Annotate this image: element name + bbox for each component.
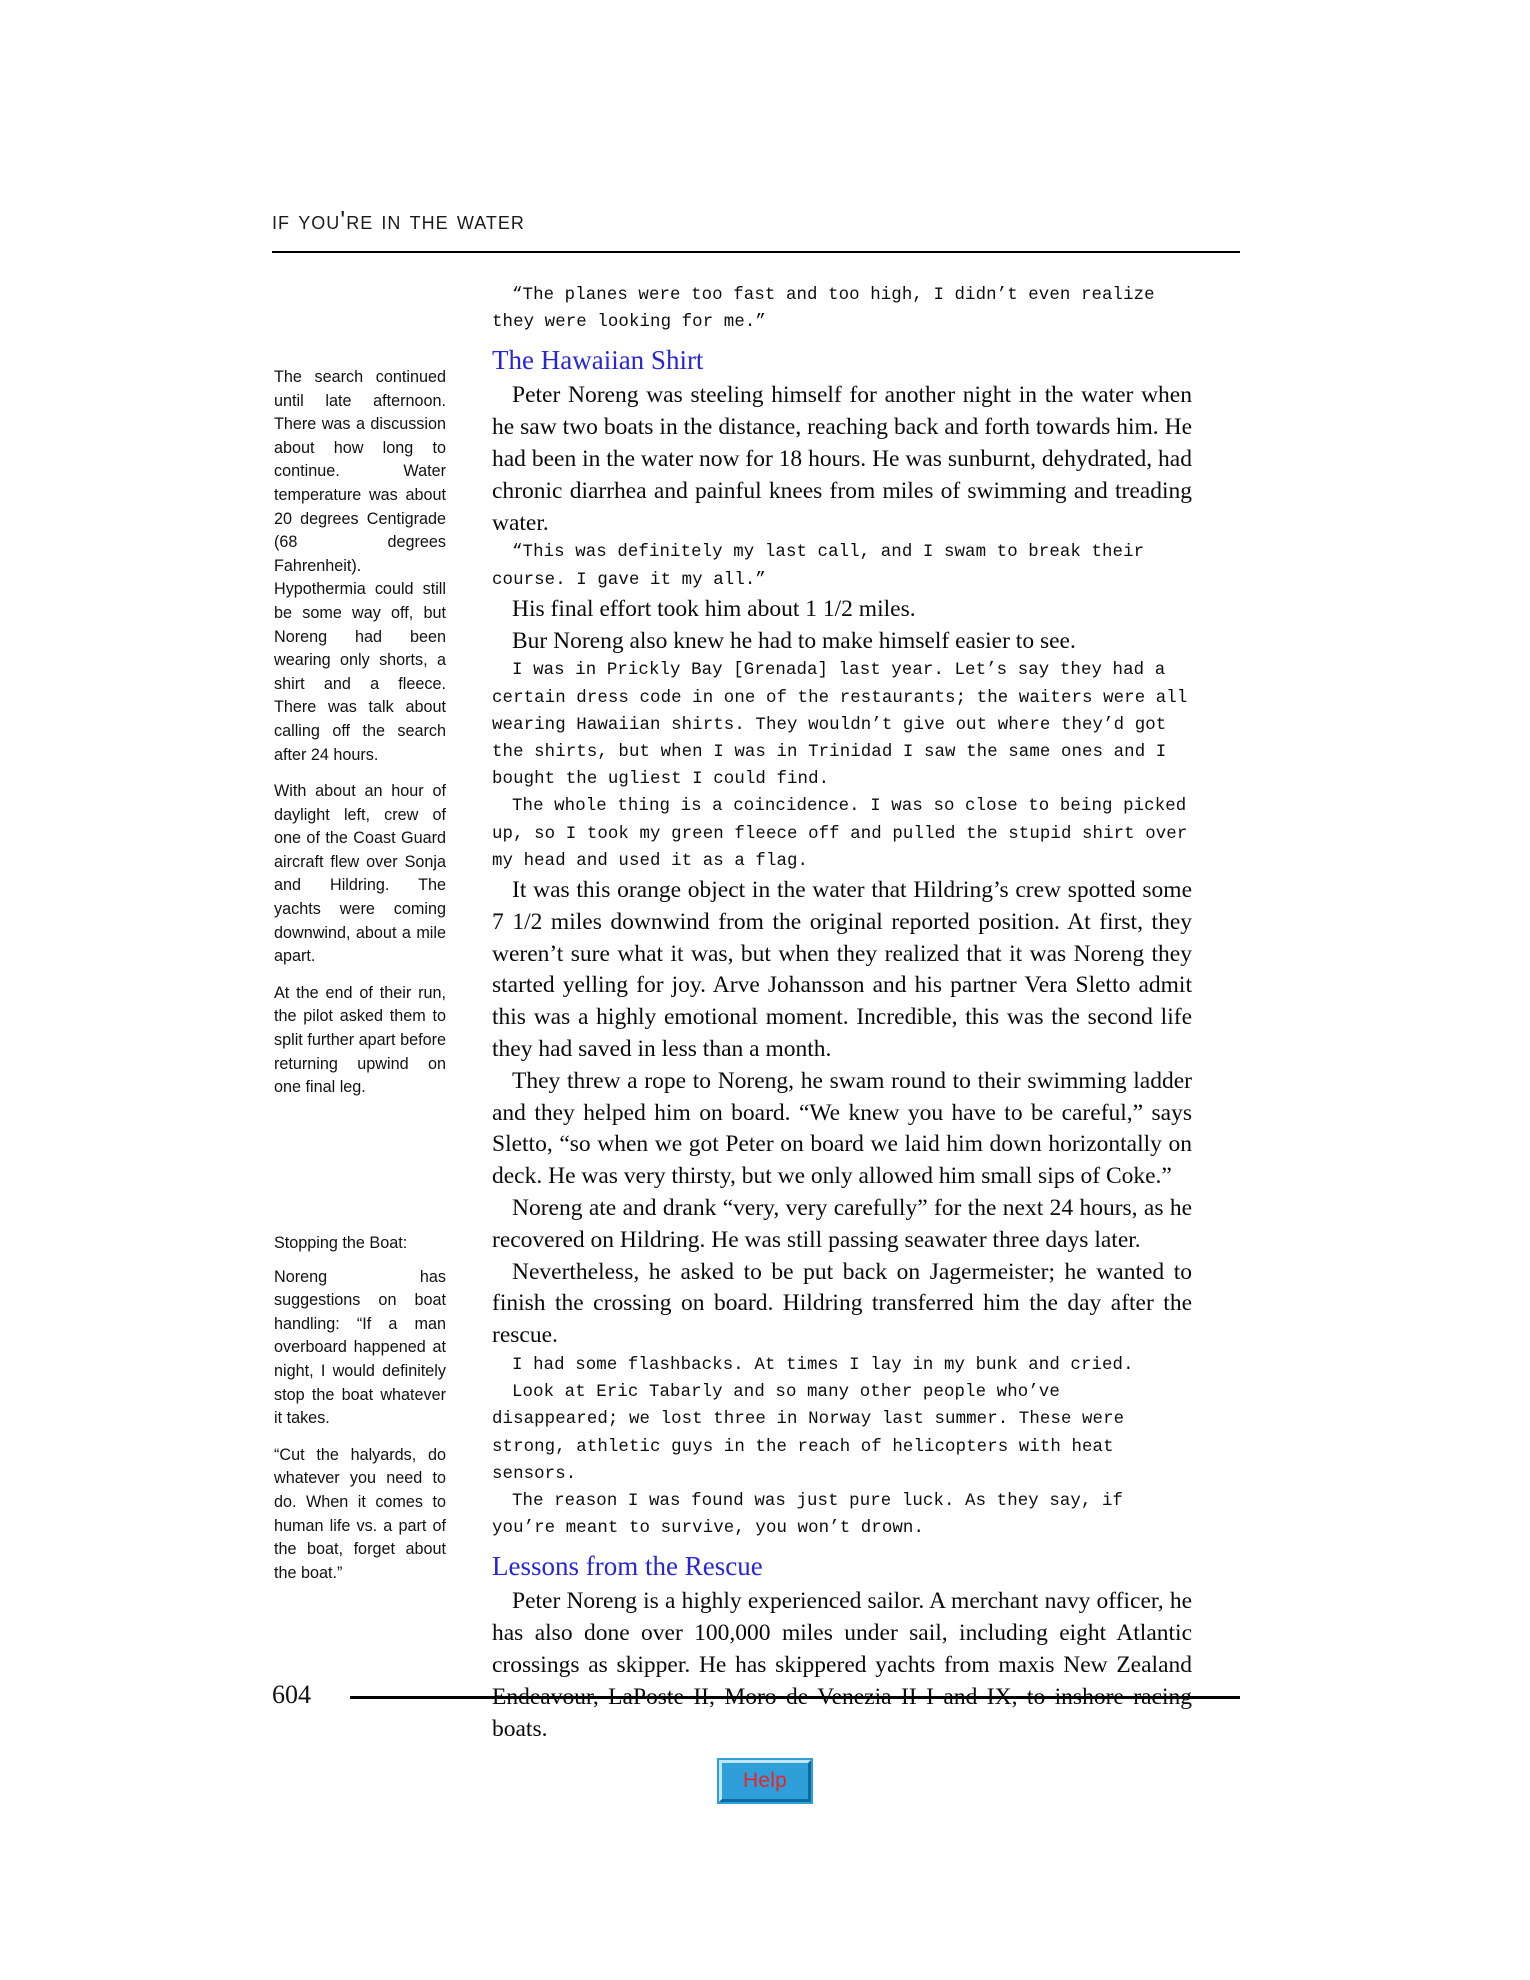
section-heading: Lessons from the Rescue: [492, 1551, 763, 1582]
sidebar-paragraph: The search continued until late afternoon. There was a discussion about how long to continue. Water temperature was about 20 degrees Centigrade (68 degrees Fahrenheit). Hypothermia could still be some way off, but Noreng had been wearing only shorts, a shirt and a fleece. There was talk about calling off the search after 24 hours.: [274, 368, 446, 764]
sidebar-column-bottom: [274, 1232, 446, 1598]
help-button-label: Help: [743, 1769, 787, 1792]
body-paragraph: Bur Noreng also knew he had to make himself easier to see.: [512, 627, 1076, 654]
quote-block: “This was definitely my last call, and I swam to break their course. I gave it my all.”: [492, 543, 1145, 590]
body-paragraph: They threw a rope to Noreng, he swam round to their swimming ladder and they helped him on board. “We knew you have to be careful,” says Sletto, “so when we got Peter on board we laid him down horizontally on deck. He was very thirsty, but we only allowed him small sips of Coke.”: [492, 1067, 1192, 1190]
sidebar-paragraph: “Cut the halyards, do whatever you need to do. When it comes to human life vs. a part of the boat, forget about the boat.”: [274, 1445, 446, 1582]
sidebar-subheading: Stopping the Boat:: [274, 1234, 408, 1252]
sidebar-paragraph: Noreng has suggestions on boat handling: “If a man overboard happened at night, I would definitely stop the boat whatever it takes.: [274, 1267, 446, 1428]
body-paragraph: Peter Noreng was steeling himself for another night in the water when he saw two boats in the distance, reaching back and forth towards him. He had been in the water now for 18 hours. He was sunburnt, dehydrated, had chronic diarrhea and painful knees from miles of swimming and treading water.: [492, 382, 1192, 536]
quote-block: The whole thing is a coincidence. I was so close to being picked up, so I took my green fleece off and pulled the stupid shirt over my head and used it as a flag.: [492, 797, 1188, 871]
main-text-column: [492, 282, 1192, 1745]
sidebar-column-top: [274, 366, 446, 1113]
body-paragraph: Noreng ate and drank “very, very carefully” for the next 24 hours, as he recovered on Hildring. He was still passing seawater three days later.: [492, 1194, 1192, 1253]
page-number: 604: [272, 1680, 311, 1709]
quote-block: The reason I was found was just pure luck. As they say, if you’re meant to survive, you won’t drown.: [492, 1491, 1124, 1539]
help-button[interactable]: [719, 1760, 811, 1802]
help-bar: [0, 1760, 1530, 1802]
sidebar-paragraph: At the end of their run, the pilot asked them to split further apart before returning upwind on one final leg.: [274, 983, 446, 1097]
quote-block: Look at Eric Tabarly and so many other people who’ve disappeared; we lost three in Norway last summer. These were strong, athletic guys in the reach of helicopters with heat sensors.: [492, 1383, 1125, 1484]
header-rule: [272, 251, 1240, 253]
body-paragraph: Nevertheless, he asked to be put back on Jagermeister; he wanted to finish the crossing on board. Hildring transferred him the day after the rescue.: [492, 1258, 1192, 1349]
quote-block: “The planes were too fast and too high, I didn’t even realize they were looking for me.”: [492, 286, 1155, 333]
body-paragraph: It was this orange object in the water that Hildring’s crew spotted some 7 1/2 miles downwind from the original reported position. At first, they weren’t sure what it was, but when they realized that it was Noreng they started yelling for joy. Arve Johansson and his partner Vera Sletto admit this was a highly emotional moment. Incredible, this was the second life they had saved in less than a month.: [492, 877, 1192, 1062]
body-paragraph: Peter Noreng is a highly experienced sailor. A merchant navy officer, he has also done over 100,000 miles under sail, including eight Atlantic crossings as skipper. He has skippered yachts from maxis New Zealand Endeavour, LaPoste II, Moro de Venezia II I and IX, to inshore racing boats.: [492, 1588, 1192, 1742]
section-heading: The Hawaiian Shirt: [492, 345, 704, 376]
running-head: if you're in the water: [272, 205, 525, 235]
quote-block: I was in Prickly Bay [Grenada] last year. Let’s say they had a certain dress code in one of the restaurants; the waiters were all wearing Hawaiian shirts. They wouldn’t give out where they’d got the shirts, but when I was in Trinidad I saw the same ones and I bought the ugliest I could find.: [492, 661, 1188, 790]
page-footer: [272, 1680, 1240, 1710]
sidebar-paragraph: With about an hour of daylight left, crew of one of the Coast Guard aircraft flew over Sonja and Hildring. The yachts were coming downwind, about a mile apart.: [274, 782, 446, 966]
footer-rule: [350, 1696, 1240, 1699]
running-head-block: [272, 206, 1240, 253]
body-paragraph: His final effort took him about 1 1/2 miles.: [512, 595, 916, 622]
quote-block: I had some flashbacks. At times I lay in my bunk and cried.: [512, 1355, 1134, 1375]
